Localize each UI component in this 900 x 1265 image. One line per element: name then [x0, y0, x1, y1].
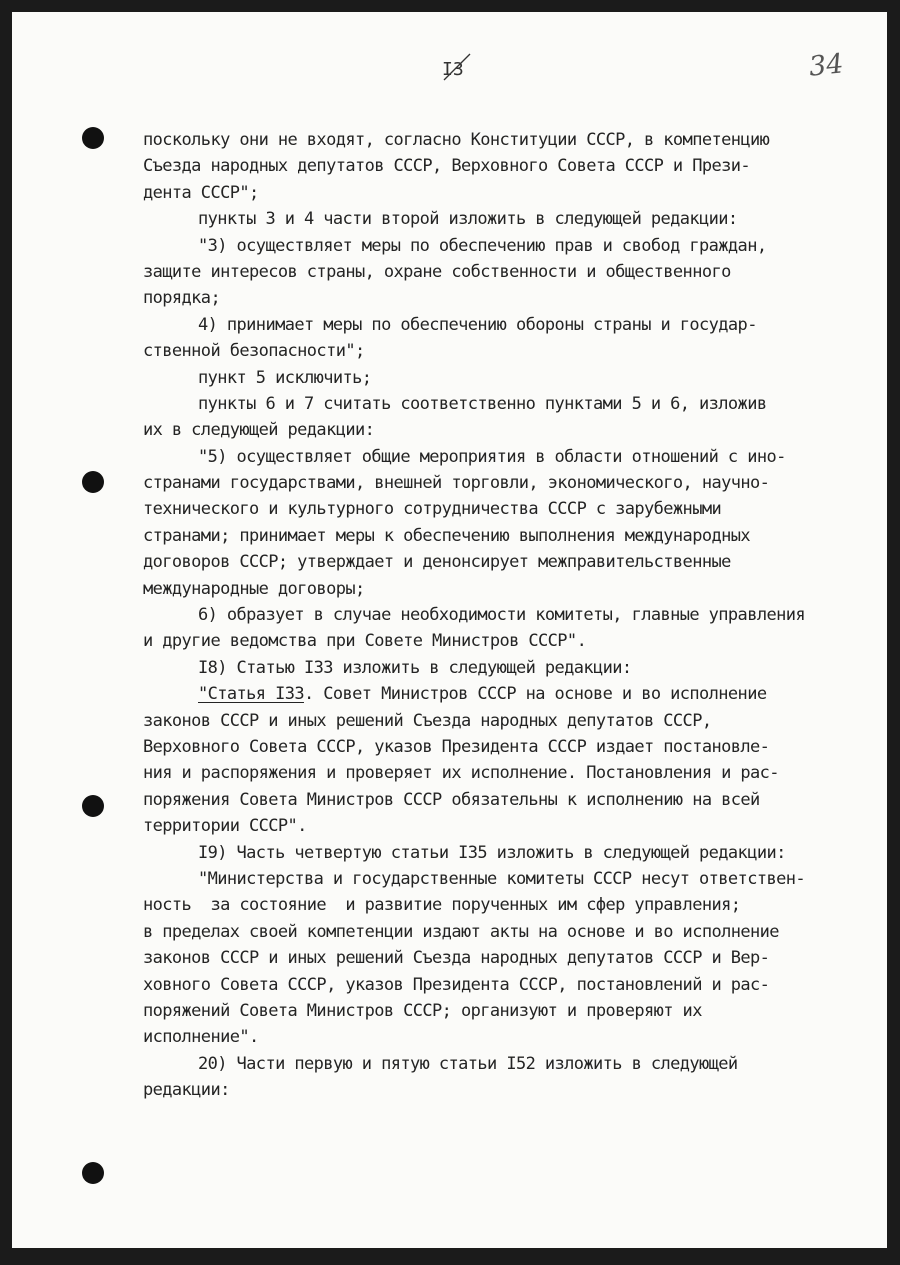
text-line: "Министерства и государственные комитеты СССР несут ответствен-: [198, 868, 805, 889]
text-line: "3) осуществляет меры по обеспечению прав и свобод граждан,: [198, 235, 767, 256]
text-line: дента СССР";: [143, 182, 259, 203]
text-line: поряжений Совета Министров СССР; организуют и проверяют их: [143, 1000, 702, 1021]
text-line: 20) Части первую и пятую статьи I52 изложить в следующей: [198, 1053, 738, 1074]
text-line: 4) принимает меры по обеспечению обороны страны и государ-: [198, 314, 757, 335]
text-line: пункты 6 и 7 считать соответственно пунктами 5 и 6, изложив: [198, 393, 767, 414]
text-line: ния и распоряжения и проверяет их исполнение. Постановления и рас-: [143, 763, 779, 784]
text-line: I9) Часть четвертую статьи I35 изложить в следующей редакции:: [198, 842, 786, 863]
text-line: порядка;: [143, 288, 221, 309]
text-line: 6) образует в случае необходимости комитеты, главные управления: [198, 605, 805, 626]
text-line: Съезда народных депутатов СССР, Верховного Совета СССР и Прези-: [143, 156, 750, 177]
text-line: пункты 3 и 4 части второй изложить в следующей редакции:: [198, 209, 738, 230]
document-page: [12, 12, 887, 1248]
text-line: странами; принимает меры к обеспечению выполнения международных: [143, 525, 750, 546]
text-line: поряжения Совета Министров СССР обязательны к исполнению на всей: [143, 789, 760, 810]
text-line: и другие ведомства при Совете Министров СССР".: [143, 631, 587, 652]
text-line: странами государствами, внешней торговли, экономического, научно-: [143, 473, 770, 494]
text-line: территории СССР".: [143, 816, 307, 837]
text-line-rest: . Совет Министров СССР на основе и во исполнение: [303, 684, 767, 705]
text-line: их в следующей редакции:: [143, 420, 375, 441]
text-line: законов СССР и иных решений Съезда народных депутатов СССР и Вер-: [143, 948, 770, 969]
text-line: [143, 681, 883, 707]
text-line: Верховного Совета СССР, указов Президента СССР издает постановле-: [143, 736, 770, 757]
text-line: ховного Совета СССР, указов Президента СССР, постановлений и рас-: [143, 974, 770, 995]
text-line: "5) осуществляет общие мероприятия в области отношений с ино-: [198, 446, 786, 467]
binder-hole: [82, 795, 104, 817]
text-line: I8) Статью I33 изложить в следующей редакции:: [198, 657, 632, 678]
body-text: [143, 127, 883, 1103]
text-line: ность за состояние и развитие порученных им сфер управления;: [143, 895, 741, 916]
text-line: договоров СССР; утверждает и денонсирует межправительственные: [143, 552, 731, 573]
binder-hole: [82, 127, 104, 149]
archive-sheet-number: 34: [807, 48, 845, 83]
page-number-strike-mark: [436, 52, 476, 84]
text-line: защите интересов страны, охране собственности и общественного: [143, 261, 731, 282]
text-line: пункт 5 исключить;: [198, 367, 372, 388]
text-line: законов СССР и иных решений Съезда народных депутатов СССР,: [143, 710, 712, 731]
text-line: ственной безопасности";: [143, 341, 365, 362]
article-heading: "Статья I33: [198, 684, 304, 705]
text-line: редакции:: [143, 1080, 230, 1101]
text-line: технического и культурного сотрудничества СССР с зарубежными: [143, 499, 722, 520]
text-line: в пределах своей компетенции издают акты на основе и во исполнение: [143, 921, 779, 942]
text-line: исполнение".: [143, 1027, 259, 1048]
binder-hole: [82, 471, 104, 493]
binder-hole: [82, 1162, 104, 1184]
page-number: I3: [442, 59, 464, 80]
text-line: международные договоры;: [143, 578, 365, 599]
text-line: поскольку они не входят, согласно Конституции СССР, в компетенцию: [143, 130, 770, 150]
